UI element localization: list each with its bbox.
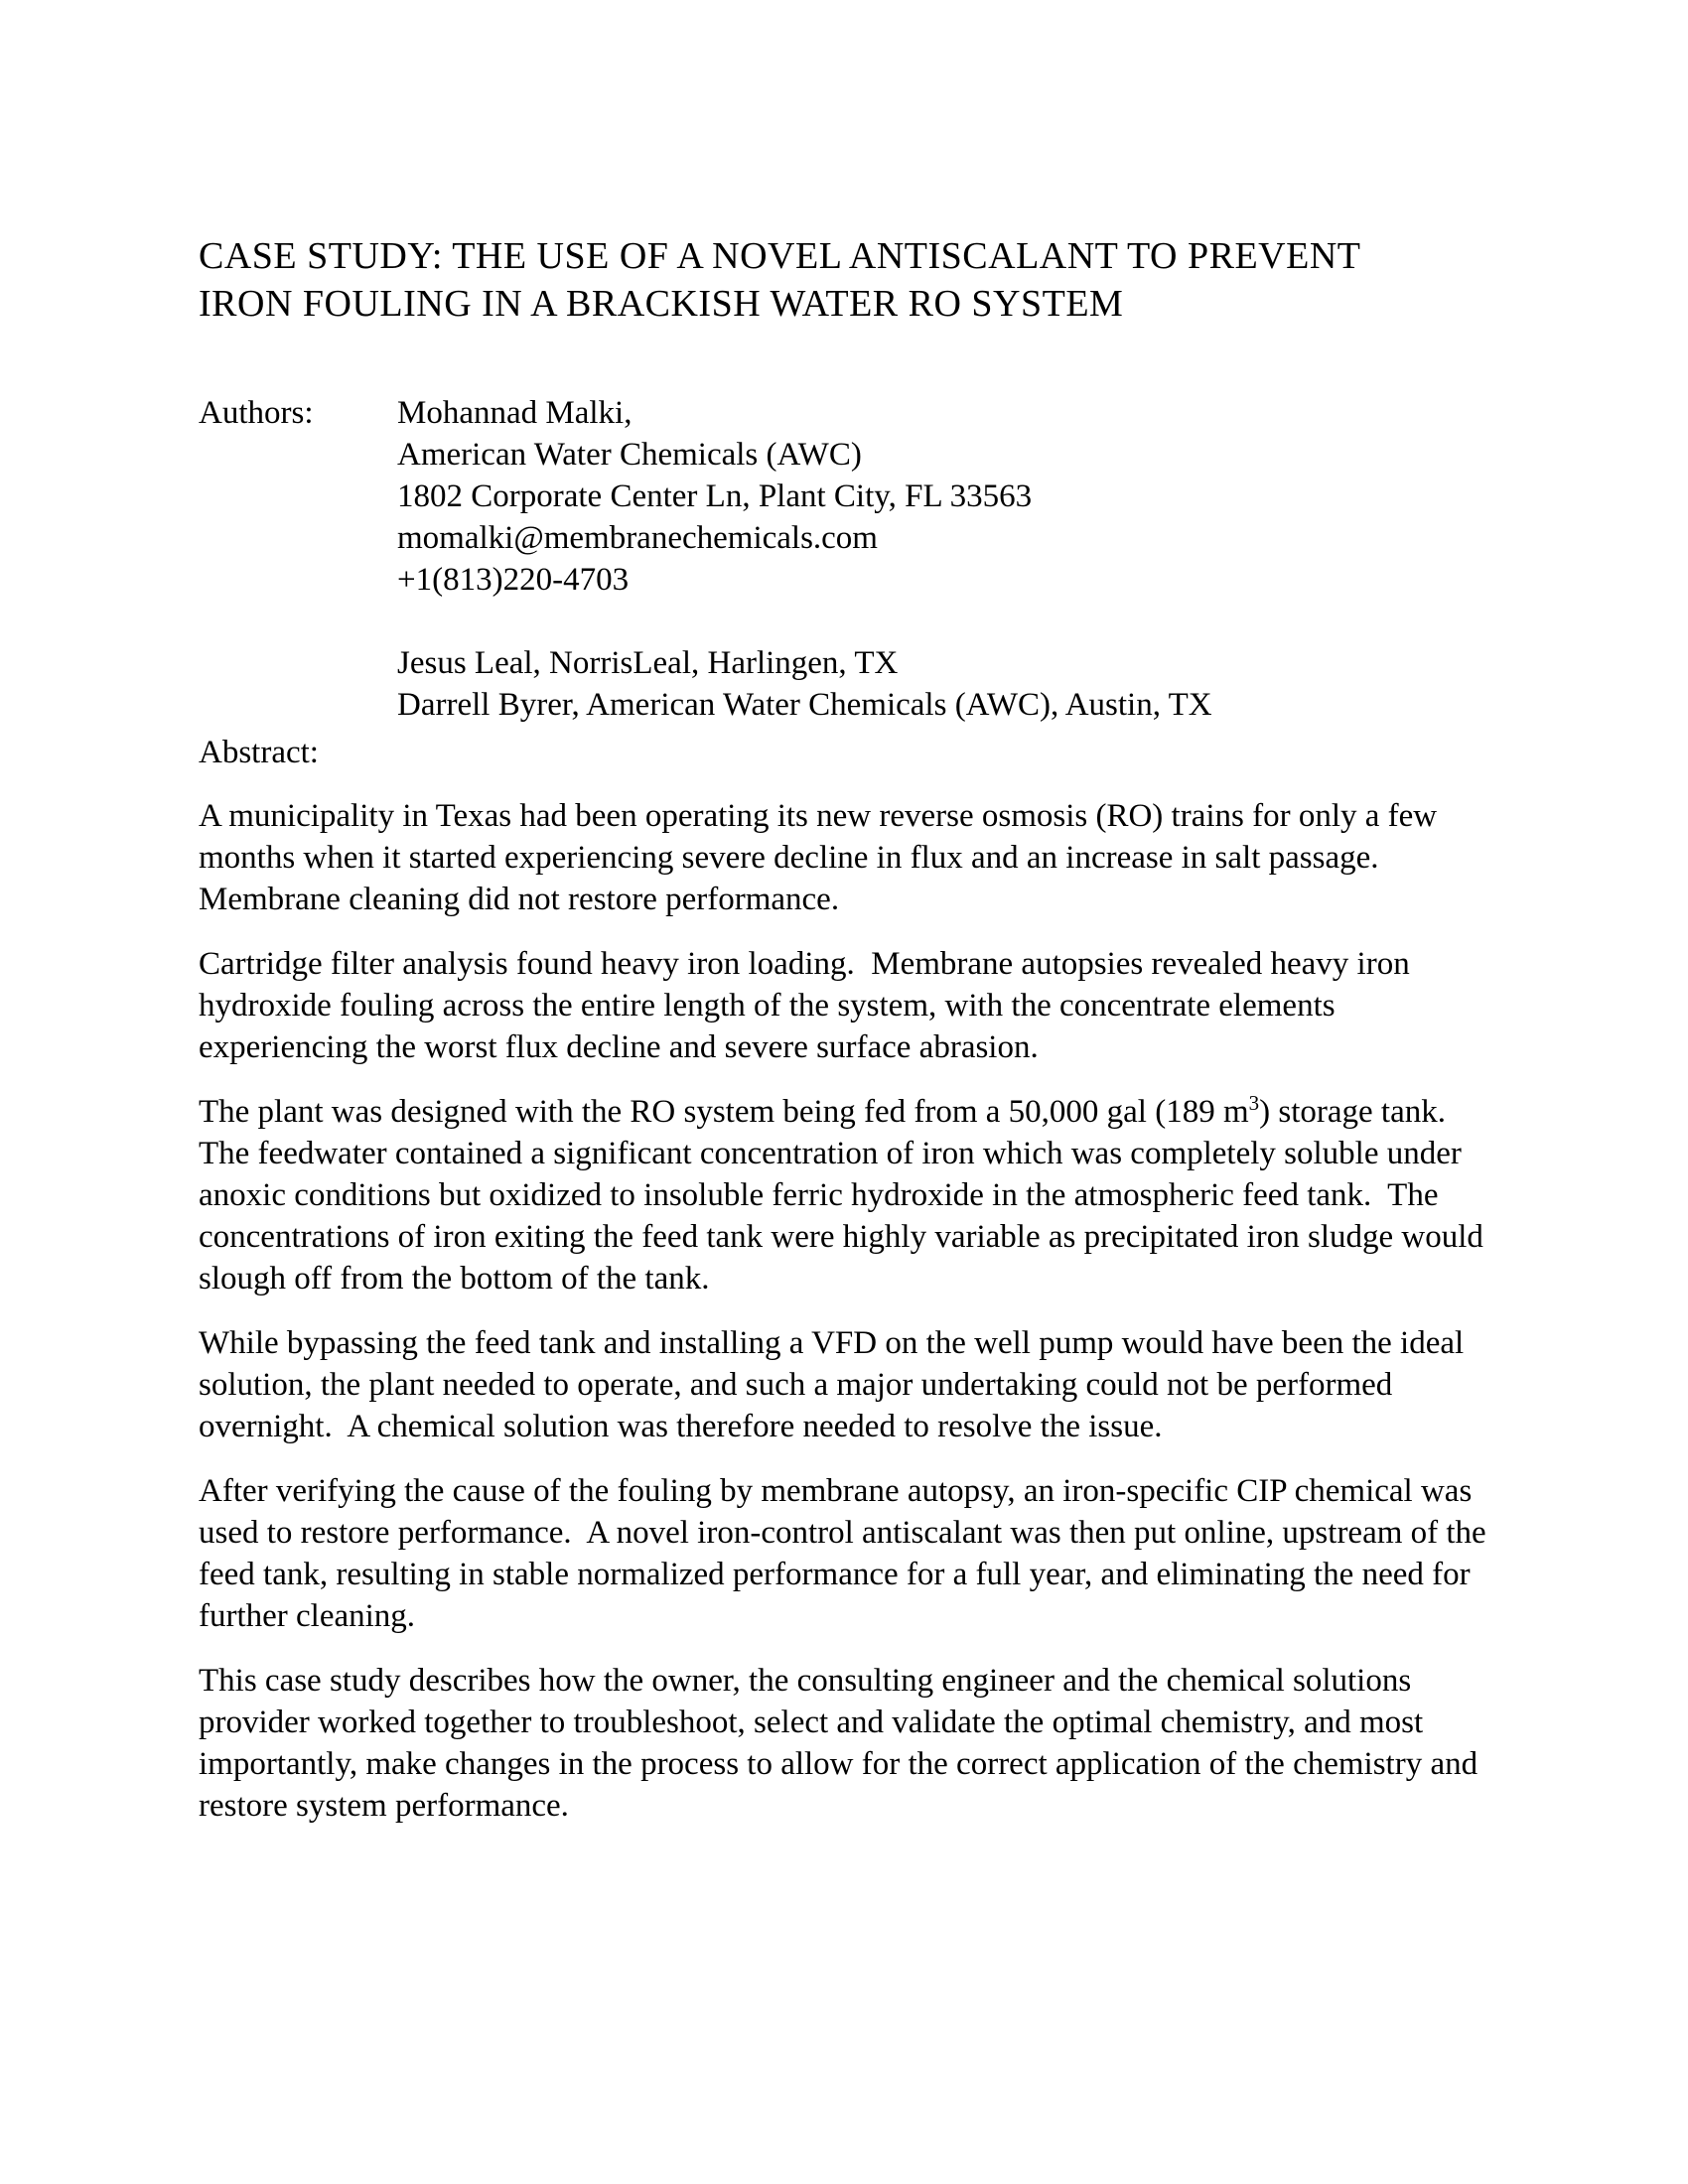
author-affiliation: American Water Chemicals (AWC) [397,437,862,473]
author-email: momalki@membranechemicals.com [397,520,878,556]
abstract-paragraph-3-text-post: ) storage tank. The feedwater contained a significant concentration of iron which was completely soluble under anoxic conditions but oxidized to insoluble ferric hydroxide in the atmospheric feed tank. The concentrations of iron exiting the feed tank were highly variable as precipitated iron sludge would slough off from the bottom of the tank. [199,1094,1492,1297]
cubic-meter-superscript: 3 [1248,1091,1260,1115]
abstract-paragraph-2: Cartridge filter analysis found heavy iron loading. Membrane autopsies revealed heavy iron hydroxide fouling across the entire length of the system, with the concentrate elements experiencing the worst flux decline and severe surface abrasion. [199,946,1418,1065]
authors-label: Authors: [199,395,314,431]
abstract-paragraph-5: After verifying the cause of the fouling by membrane autopsy, an iron-specific CIP chemical was used to restore performance. A novel iron-control antiscalant was then put online, upstream of the feed tank, resulting in stable normalized performance for a full year, and eliminating the need for further cleaning. [199,1473,1494,1634]
author-name: Mohannad Malki, [397,395,633,431]
abstract-paragraph-3-text-pre: The plant was designed with the RO system being fed from a 50,000 gal (189 m [199,1094,1249,1130]
coauthor-line: Jesus Leal, NorrisLeal, Harlingen, TX [397,645,899,681]
author-phone: +1(813)220-4703 [397,562,630,598]
title-line-2: IRON FOULING IN A BRACKISH WATER RO SYSTEM [199,283,1124,325]
author-address: 1802 Corporate Center Ln, Plant City, FL 33563 [397,478,1033,514]
abstract-paragraph-6: This case study describes how the owner, the consulting engineer and the chemical solutions provider worked together to troubleshoot, select and validate the optimal chemistry, and most importantly, make changes in the process to allow for the correct application of the chemistry and restore system performance. [199,1663,1486,1824]
authors-section [199,392,1499,726]
abstract-label: Abstract: [199,735,319,770]
abstract-paragraph-1: A municipality in Texas had been operating its new reverse osmosis (RO) trains for only a few months when it started experiencing severe decline in flux and an increase in salt passage. Membrane cleaning did not restore performance. [199,798,1446,917]
authors-content [397,392,1212,726]
abstract-paragraph-3 [199,1091,1499,1299]
title-line-1: CASE STUDY: THE USE OF A NOVEL ANTISCALANT TO PREVENT [199,235,1361,277]
coauthor-line: Darrell Byrer, American Water Chemicals (AWC), Austin, TX [397,687,1212,723]
abstract-paragraph-4: While bypassing the feed tank and installing a VFD on the well pump would have been the ideal solution, the plant needed to operate, and such a major undertaking could not be performed overnight. A chemical solution was therefore needed to resolve the issue. [199,1325,1473,1444]
page-title [199,232,1499,328]
author-group-secondary [397,642,1212,726]
author-group-primary [397,392,1212,601]
